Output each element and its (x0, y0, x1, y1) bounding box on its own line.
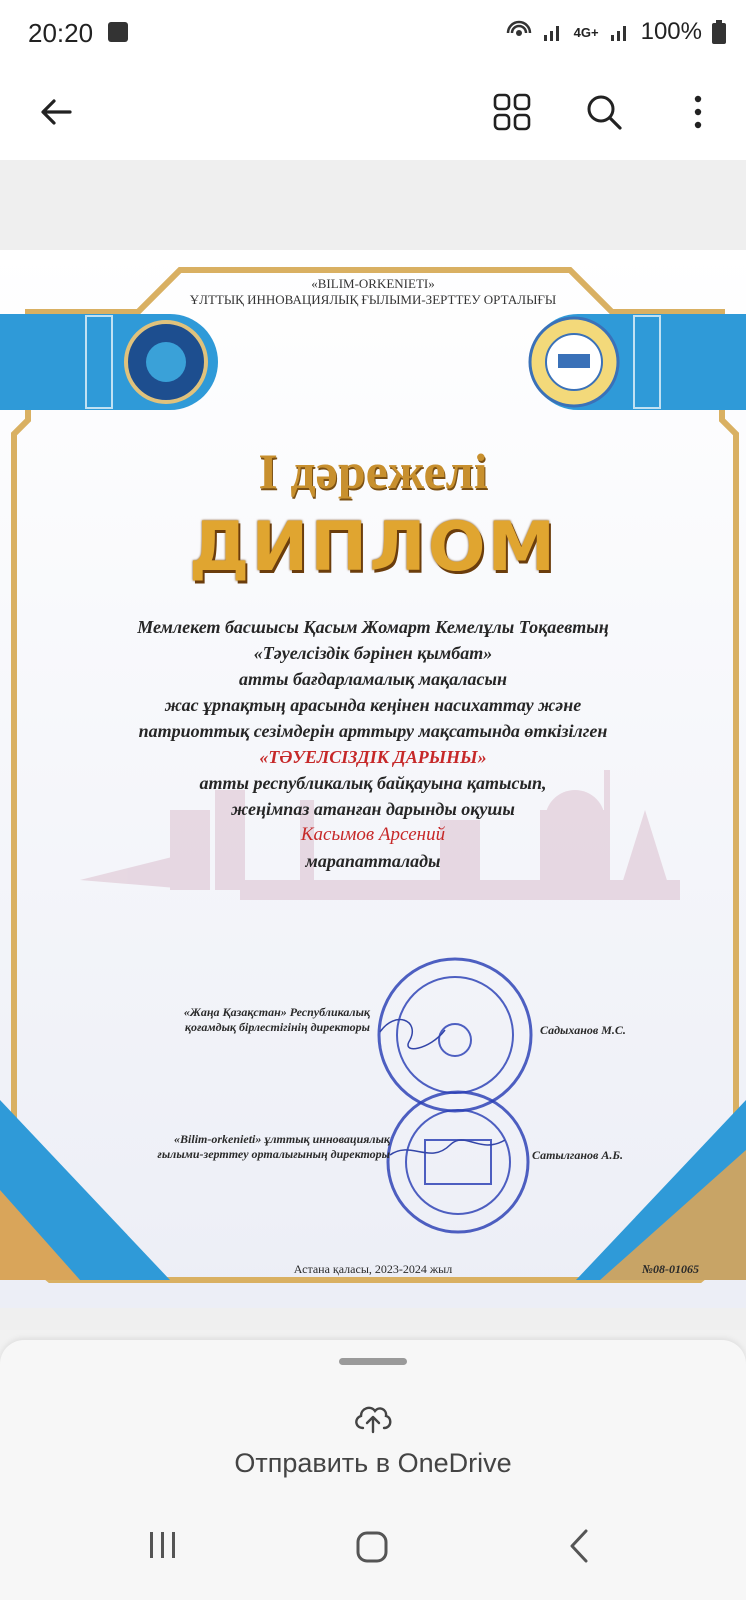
notification-check-icon (108, 22, 128, 42)
stamp-2 (388, 1092, 528, 1232)
body-line: атты бағдарламалық мақаласын (239, 669, 507, 689)
body-line: жас ұрпақтың арасында кеңінен насихаттау және (164, 695, 582, 715)
back-arrow-icon[interactable] (30, 86, 82, 138)
signer-1-role (110, 1005, 370, 1035)
recents-icon[interactable] (147, 1530, 179, 1560)
signer-1-name: Садыханов М.С. (540, 1023, 626, 1037)
body-line: атты республикалық байқауына қатысып, (199, 773, 547, 793)
signature-1 (380, 1020, 445, 1049)
body-line: жеңімпаз атанған дарынды оқушы (231, 799, 515, 819)
signer-2-role-line1: «Bilim-orkenieti» ұлттық инновациялық (174, 1132, 390, 1146)
system-nav-bar (0, 1490, 746, 1600)
battery-percent: 100% (640, 18, 702, 45)
onedrive-action[interactable] (0, 1400, 746, 1490)
place-date: Астана қаласы, 2023-2024 жыл (293, 1262, 453, 1276)
cloud-upload-icon (351, 1400, 395, 1434)
body-line: «Тәуелсіздік бәрінен қымбат» (253, 643, 493, 663)
hotspot-icon (506, 19, 532, 45)
app-bar (0, 64, 746, 161)
signer-2-role (80, 1132, 390, 1162)
nav-back-icon[interactable] (568, 1528, 590, 1564)
awarded-text: марапатталады (305, 851, 441, 871)
degree-heading: I дәрежелі (258, 443, 488, 499)
body-line: патриоттық сезімдерін арттыру мақсатында өткізілген (138, 721, 608, 741)
contest-name: «ТӘУЕЛСІЗДІК ДАРЫНЫ» (259, 747, 487, 767)
signal-icon-2 (609, 21, 631, 43)
drag-handle[interactable] (339, 1358, 407, 1365)
diploma-body (0, 614, 746, 874)
battery-icon (712, 20, 726, 44)
status-icons (506, 18, 726, 46)
body-line: Мемлекет басшысы Қасым Жомарт Кемелұлы Тоқаевтың (137, 617, 609, 637)
signer-2-role-line2: ғылыми-зерттеу орталығының директоры (157, 1147, 390, 1161)
diploma-number: №08-01065 (642, 1262, 699, 1276)
network-type: 4G+ (573, 24, 599, 40)
signal-icon (542, 21, 564, 43)
search-icon[interactable] (578, 86, 630, 138)
more-vert-icon[interactable] (672, 86, 724, 138)
stamp-1 (379, 959, 531, 1111)
onedrive-action-label: Отправить в OneDrive (234, 1448, 512, 1478)
home-icon[interactable] (355, 1530, 389, 1564)
org-full-name: ҰЛТТЫҚ ИННОВАЦИЯЛЫҚ ҒЫЛЫМИ-ЗЕРТТЕУ ОРТАЛЫҒЫ (189, 292, 557, 307)
diploma-image[interactable] (0, 250, 746, 1308)
org-name-quote: «BILIM-ORKENIETI» (311, 276, 435, 291)
signer-1-role-line2: қоғамдық бірлестігінің директоры (184, 1020, 370, 1034)
recipient-name: Касымов Арсений (300, 824, 446, 845)
diploma-title: ДИПЛОМ (188, 508, 558, 587)
signer-2-name: Сатылганов А.Б. (532, 1148, 623, 1162)
grid-view-icon[interactable] (486, 86, 538, 138)
status-time: 20:20 (28, 18, 94, 48)
signer-1-role-line1: «Жаңа Қазақстан» Республикалық (183, 1005, 370, 1019)
status-bar (0, 0, 746, 64)
